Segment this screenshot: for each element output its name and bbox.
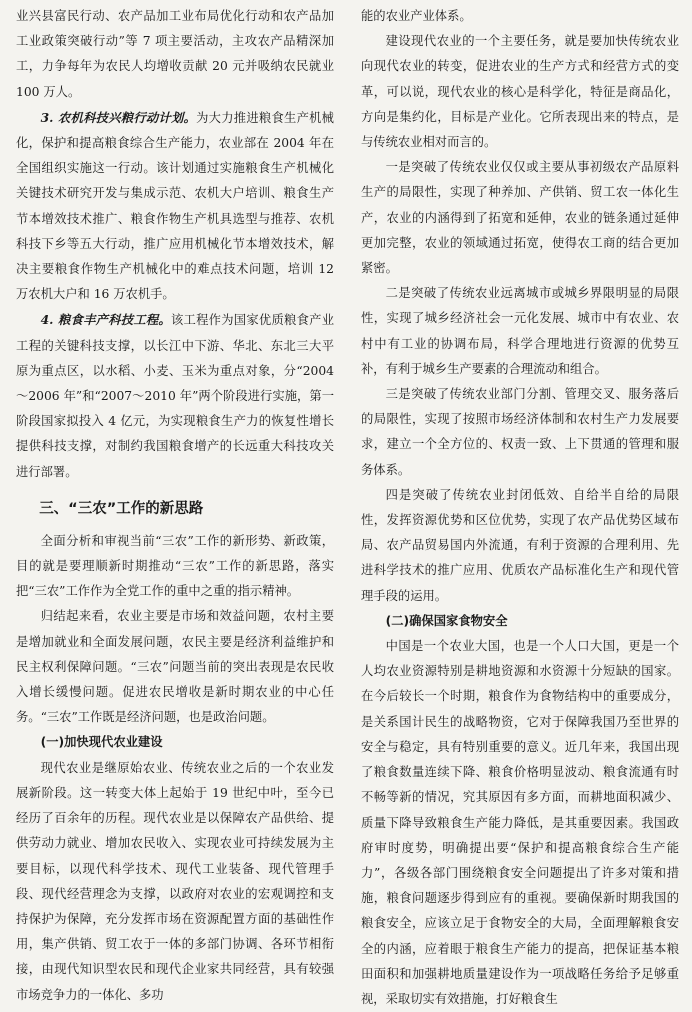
paragraph: 建设现代农业的一个主要任务，就是要加快传统农业向现代农业的转变，促进农业的生产方式和经营方式的变革，可以说，现代农业的核心是科学化，特征是商品化，方向是集约化，目标是产业化。它所表现出来的特点，是与传统农业相对而言的。 [361, 34, 679, 150]
left-column [16, 4, 334, 1008]
paragraph: 能的农业产业体系。 [361, 9, 472, 23]
paragraph: 三是突破了传统农业部门分割、管理交叉、服务落后的局限性，实现了按照市场经济体制和农村生产力发展要求，建立一个全方位的、权责一致、上下贯通的管理和服务体系。 [361, 387, 679, 477]
paragraph: 业兴县富民行动、农产品加工业布局优化行动和农产品加工业政策突破行动”等 7 项主要活动，主攻农产品精深加工，力争每年为农民人均增收贡献 20 元并吸纳农民就业 100 万人。 [16, 9, 334, 99]
paragraph: 全面分析和审视当前“三农”工作的新形势、新政策，目的就是要理顺新时期推动“三农”工作的新思路，落实把“三农”工作作为全党工作的重中之重的指示精神。 [16, 533, 334, 599]
item-heading: 3. 农机科技兴粮行动计划。 [40, 109, 197, 125]
paragraph: 归结起来看，农业主要是市场和效益问题，农村主要是增加就业和全面发展问题，农民主要是经济利益维护和民主权利保障问题。“三农”问题当前的突出表现是农民收入增长缓慢问题。促进农民增收是新时期农业的中心任务。“三农”工作既是经济问题，也是政治问题。 [16, 609, 334, 725]
item-heading: 4. 粮食丰产科技工程。 [40, 312, 171, 328]
paragraph-body: 该工程作为国家优质粮食产业工程的关键科技支撑，以长江中下游、华北、东北三大平原为重点区，以水稻、小麦、玉米为重点对象，分“2004～2006 年”和“2007～2010 年”两个阶段进行实施，第一阶段国家拟投入 4 亿元，为实现粮食生产力的恢复性增长提供科技支撑，对制约我国粮食增产的长远重大科技攻关进行部署。 [16, 313, 334, 479]
paragraph-body: 为大力推进粮食生产机械化，保护和提高粮食综合生产能力，农业部在 2004 年在全国组织实施这一行动。该计划通过实施粮食生产机械化关键技术研究开发与集成示范、农机大户培训、粮食生产节本增效技术推广、粮食作物生产机具选型与推荐、农机科技下乡等五大行动，推广应用机械化节本增效技术，解决主要粮食作物生产机械化中的难点技术问题，培训 12 万农机大户和 16 万农机手。 [16, 110, 334, 302]
paragraph: 四是突破了传统农业封闭低效、自给半自给的局限性，发挥资源优势和区位优势，实现了农产品优势区域布局、农产品贸易国内外流通，有利于资源的合理利用、先进科学技术的推广应用、优质农产品标准化生产和现代管理手段的运用。 [361, 487, 679, 603]
right-column [361, 4, 679, 1012]
paragraph: 一是突破了传统农业仅仅或主要从事初级农产品原料生产的局限性，实现了种养加、产供销、贸工农一体化生产，农业的内涵得到了拓宽和延伸，农业的链条通过延伸更加完整，农业的领域通过拓宽，使得农工商的结合更加紧密。 [361, 160, 679, 276]
subsection-heading: (一)加快现代农业建设 [40, 735, 163, 750]
subsection-heading: (二)确保国家食物安全 [385, 613, 508, 628]
section-heading: 三、“三农”工作的新思路 [39, 500, 204, 517]
paragraph [16, 307, 334, 484]
paragraph: 现代农业是继原始农业、传统农业之后的一个农业发展新阶段。这一转变大体上起始于 19 世纪中叶，至今已经历了百余年的历程。现代农业是以保障农产品供给、提供劳动力就业、增加农民收入、实现农业可持续发展为主要目标，以现代科学技术、现代工业装备、现代管理手段、现代经营理念为支撑，以政府对农业的宏观调控和支持保护为保障，充分发挥市场在资源配置方面的基础性作用，集产供销、贸工农于一体的多部门协调、各环节相衔接，由现代知识型农民和现代企业家共同经营，具有较强市场竞争力的一体化、多功 [16, 760, 334, 1002]
paragraph: 中国是一个农业大国，也是一个人口大国，更是一个人均农业资源特别是耕地资源和水资源十分短缺的国家。在今后较长一个时期，粮食作为食物结构中的重要成分，是关系国计民生的战略物资，它对于保障我国乃至世界的安全与稳定，具有特别重要的意义。近几年来，我国出现了粮食数量连续下降、粮食价格明显波动、粮食流通有时不畅等新的情况，究其原因有多方面，而耕地面积减少、质量下降导致粮食生产能力降低，是其重要因素。我国政府审时度势，明确提出要“保护和提高粮食综合生产能力”，各级各部门围绕粮食安全问题提出了许多对策和措施，粮食问题逐步得到应有的重视。要确保新时期我国的粮食安全，应该立足于食物安全的大局，全面理解粮食安全的内涵，应着眼于粮食生产能力的提高，把保证基本粮田面积和加强耕地质量建设作为一项战略任务给予足够重视，采取切实有效措施，打好粮食生 [361, 639, 679, 1006]
paragraph [16, 105, 334, 308]
paragraph: 二是突破了传统农业远离城市或城乡界限明显的局限性，实现了城乡经济社会一元化发展、城市中有农业、农村中有工业的协调布局，科学合理地进行资源的优势互补，有利于城乡生产要素的合理流动和组合。 [361, 286, 679, 376]
